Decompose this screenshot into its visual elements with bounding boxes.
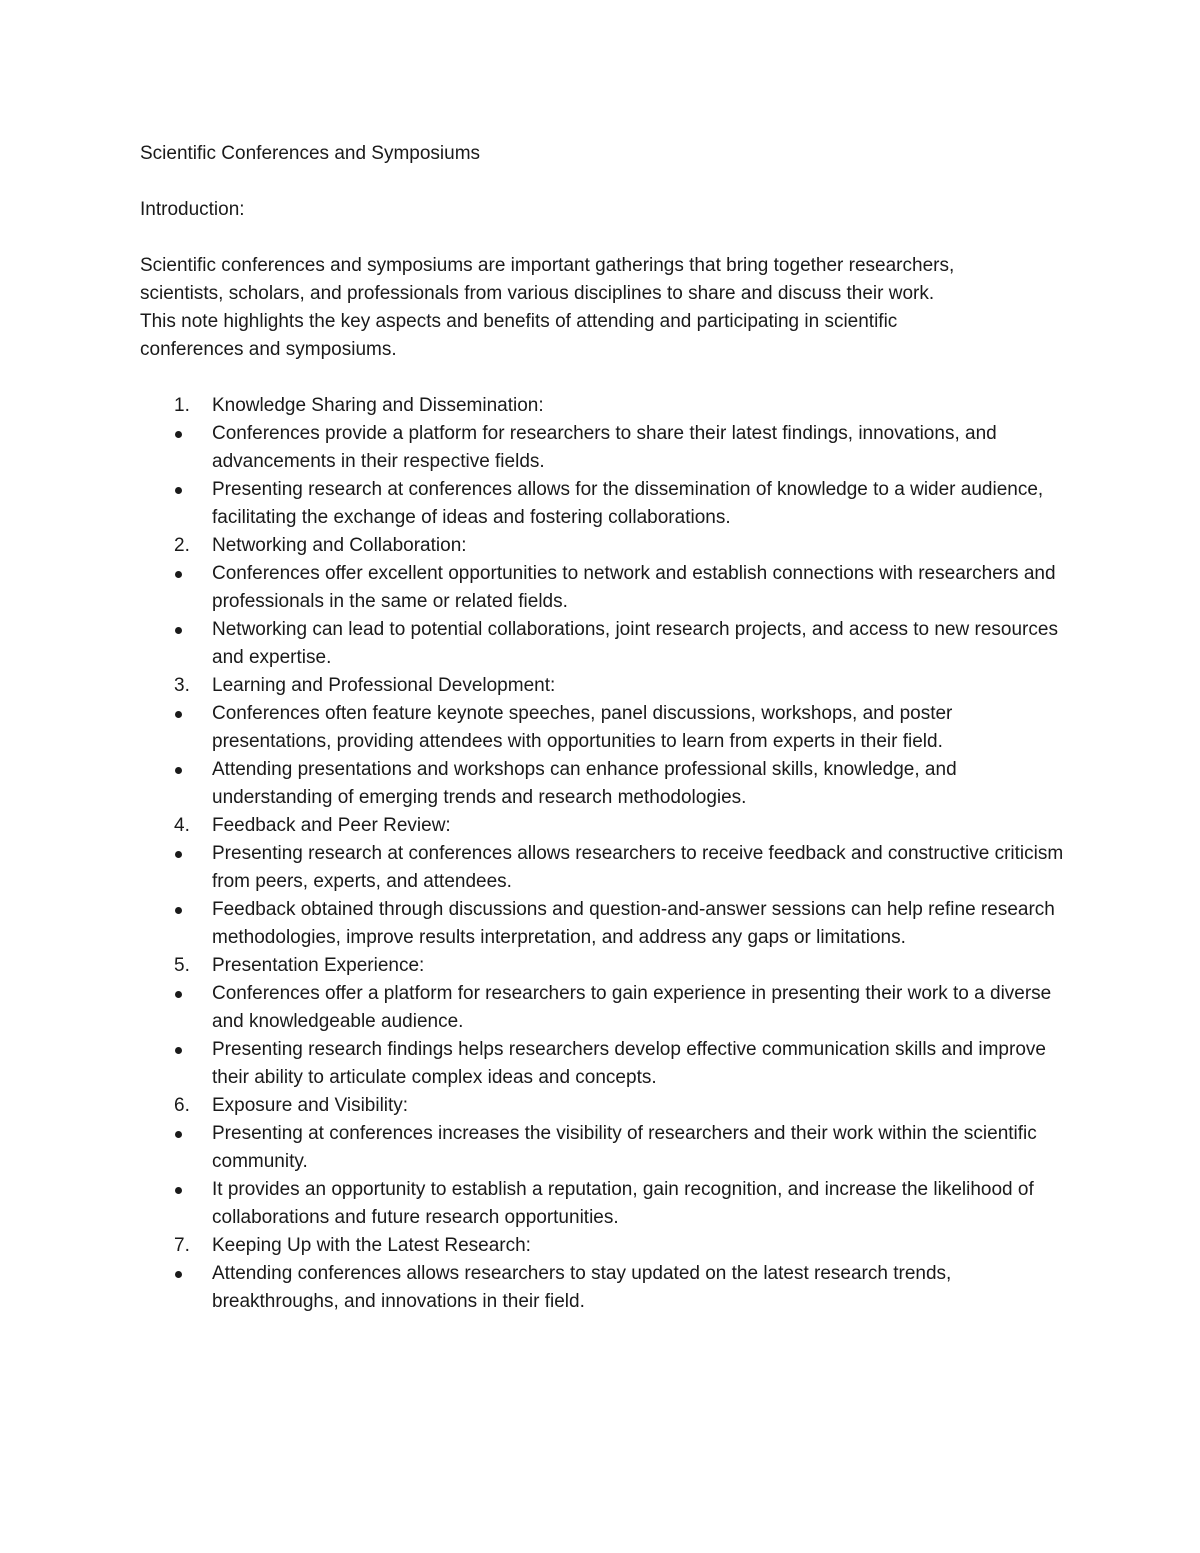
bullet-item [140,420,1070,476]
bullet-text: Presenting research findings helps researchers develop effective communication skills and improve their ability to articulate complex ideas and concepts. [212,1039,1046,1088]
bullet-text: Conferences offer excellent opportunities to network and establish connections with researchers and professionals in the same or related fields. [212,563,1056,612]
section-heading [140,1232,1070,1260]
section-number: 4. [174,815,190,836]
bullet-dot-icon [175,1271,182,1278]
section-heading-text: Feedback and Peer Review: [212,815,451,836]
intro-heading: Introduction: [140,199,245,220]
bullet-text: Conferences provide a platform for researchers to share their latest findings, innovations, and advancements in their respective fields. [212,423,997,472]
bullet-dot-icon [175,1187,182,1194]
bullet-item [140,1260,1070,1316]
section-heading-text: Keeping Up with the Latest Research: [212,1235,531,1256]
bullet-dot-icon [175,851,182,858]
bullet-item [140,1120,1070,1176]
bullet-item [140,616,1070,672]
intro-paragraph: Scientific conferences and symposiums are important gatherings that bring together researchers, scientists, scholars, and professionals from various disciplines to share and discuss their work. This note highlights the key aspects and benefits of attending and participating in scientific conferences and symposiums. [140,255,955,360]
section-heading-text: Networking and Collaboration: [212,535,467,556]
bullet-dot-icon [175,431,182,438]
bullet-item [140,1176,1070,1232]
bullet-text: Presenting research at conferences allows for the dissemination of knowledge to a wider audience, facilitating the exchange of ideas and fostering collaborations. [212,479,1044,528]
bullet-text: Attending presentations and workshops can enhance professional skills, knowledge, and understanding of emerging trends and research methodologies. [212,759,957,808]
section-heading [140,392,1070,420]
bullet-item [140,896,1070,952]
bullet-item [140,840,1070,896]
bullet-text: Presenting research at conferences allows researchers to receive feedback and constructive criticism from peers, experts, and attendees. [212,843,1064,892]
bullet-text: Attending conferences allows researchers to stay updated on the latest research trends, breakthroughs, and innovations in their field. [212,1263,952,1312]
bullet-text: Conferences often feature keynote speeches, panel discussions, workshops, and poster presentations, providing attendees with opportunities to learn from experts in their field. [212,703,953,752]
section-number: 2. [174,535,190,556]
section-number: 6. [174,1095,190,1116]
bullet-item [140,700,1070,756]
bullet-text: Feedback obtained through discussions and question-and-answer sessions can help refine research methodologies, improve results interpretation, and address any gaps or limitations. [212,899,1055,948]
bullet-text: It provides an opportunity to establish a reputation, gain recognition, and increase the likelihood of collaborations and future research opportunities. [212,1179,1034,1228]
bullet-dot-icon [175,487,182,494]
section-heading-text: Knowledge Sharing and Dissemination: [212,395,544,416]
bullet-dot-icon [175,991,182,998]
section-heading-text: Learning and Professional Development: [212,675,556,696]
bullet-dot-icon [175,711,182,718]
bullet-dot-icon [175,907,182,914]
section-number: 3. [174,675,190,696]
bullet-dot-icon [175,627,182,634]
document-page [140,140,1070,1316]
bullet-item [140,560,1070,616]
bullet-item [140,756,1070,812]
sections-list [140,392,1070,1316]
section-heading [140,672,1070,700]
bullet-dot-icon [175,571,182,578]
section-number: 1. [174,395,190,416]
bullet-text: Conferences offer a platform for researchers to gain experience in presenting their work to a diverse and knowledgeable audience. [212,983,1052,1032]
section-heading [140,812,1070,840]
bullet-item [140,476,1070,532]
bullet-dot-icon [175,1131,182,1138]
section-heading [140,1092,1070,1120]
section-heading [140,952,1070,980]
bullet-text: Networking can lead to potential collaborations, joint research projects, and access to new resources and expertise. [212,619,1058,668]
bullet-dot-icon [175,767,182,774]
section-heading-text: Presentation Experience: [212,955,425,976]
document-title: Scientific Conferences and Symposiums [140,143,481,164]
section-heading-text: Exposure and Visibility: [212,1095,409,1116]
section-number: 5. [174,955,190,976]
bullet-text: Presenting at conferences increases the visibility of researchers and their work within the scientific community. [212,1123,1037,1172]
section-heading [140,532,1070,560]
bullet-dot-icon [175,1047,182,1054]
section-number: 7. [174,1235,190,1256]
bullet-item [140,980,1070,1036]
bullet-item [140,1036,1070,1092]
